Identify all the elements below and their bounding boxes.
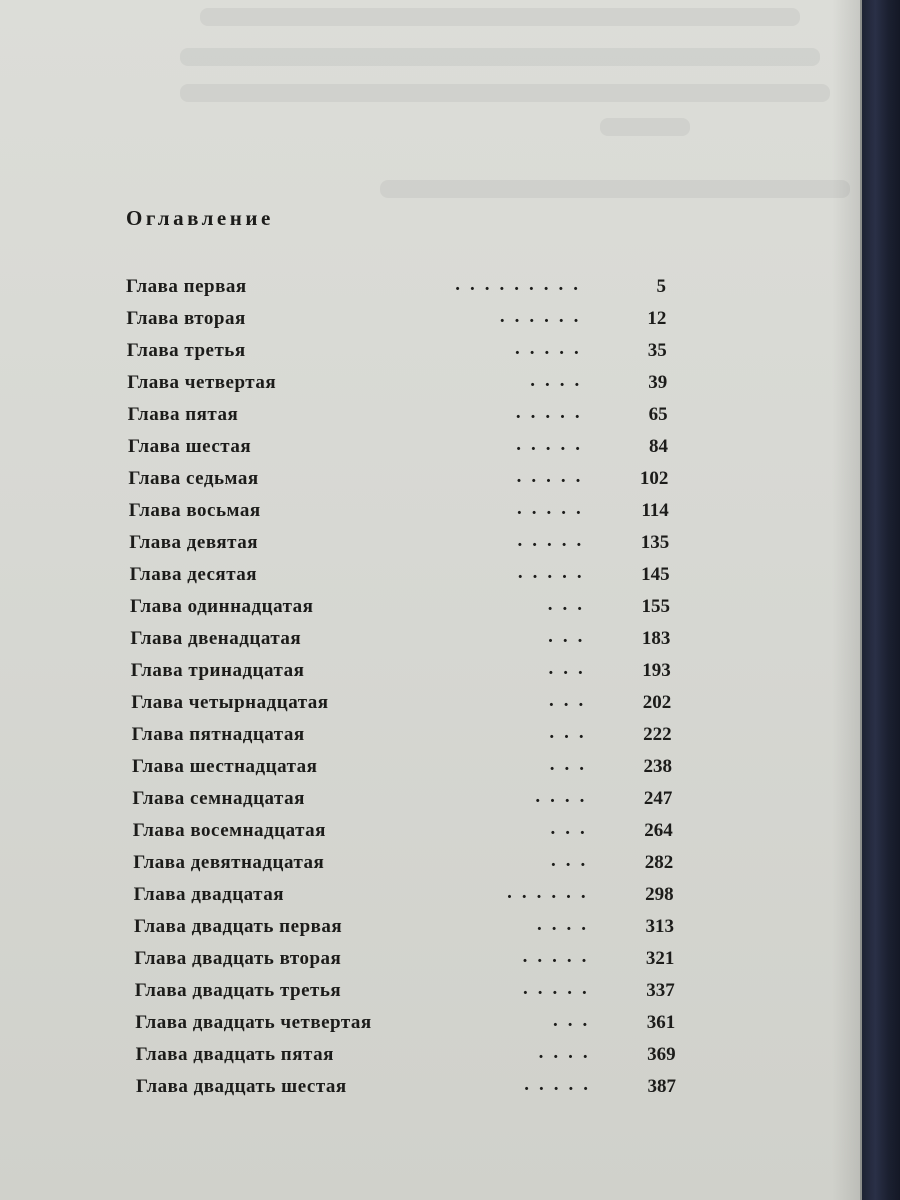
leader-dots: .... xyxy=(538,1042,598,1063)
page-gutter-shadow xyxy=(832,0,862,1200)
chapter-title: Глава вторая xyxy=(126,308,246,329)
page-number: 298 xyxy=(645,884,674,905)
page-number: 321 xyxy=(645,948,675,969)
bleed-line xyxy=(200,8,800,26)
chapter-title: Глава восьмая xyxy=(128,500,261,521)
toc-entry xyxy=(127,368,667,400)
page-number: 369 xyxy=(647,1044,676,1065)
leader-dots: ... xyxy=(548,690,594,711)
page-number: 145 xyxy=(641,564,670,585)
leader-dots: ..... xyxy=(515,338,589,359)
toc-entry xyxy=(128,432,668,464)
chapter-title: Глава третья xyxy=(126,340,246,361)
toc-entry xyxy=(135,1008,675,1040)
toc-entry xyxy=(133,848,673,880)
toc-entry xyxy=(134,912,674,944)
chapter-title: Глава двенадцатая xyxy=(130,628,302,649)
leader-dots: ..... xyxy=(516,466,591,487)
chapter-title: Глава девятнадцатая xyxy=(133,852,325,873)
bleed-line xyxy=(380,180,850,198)
chapter-title: Глава двадцать пятая xyxy=(135,1044,334,1065)
leader-dots: ..... xyxy=(524,1074,598,1095)
page-number: 84 xyxy=(649,436,668,457)
chapter-title: Глава семнадцатая xyxy=(132,788,305,809)
chapter-title: Глава двадцать третья xyxy=(134,980,342,1001)
chapter-title: Глава девятая xyxy=(129,532,258,553)
toc-entry xyxy=(130,592,670,624)
chapter-title: Глава двадцатая xyxy=(133,884,284,905)
toc-entry xyxy=(134,944,674,976)
page-number: 222 xyxy=(643,724,672,745)
page-number: 361 xyxy=(646,1012,676,1033)
toc-entry xyxy=(130,560,670,592)
leader-dots: .... xyxy=(530,370,590,391)
leader-dots: ... xyxy=(550,850,596,871)
page-number: 135 xyxy=(640,532,670,553)
toc-entry xyxy=(129,496,669,528)
book-cover xyxy=(862,0,900,1200)
page-number: 387 xyxy=(647,1076,676,1097)
leader-dots: ..... xyxy=(515,402,590,423)
page-number: 264 xyxy=(644,820,673,841)
chapter-title: Глава одиннадцатая xyxy=(130,596,314,617)
chapter-title: Глава шестая xyxy=(128,436,252,457)
chapter-title: Глава первая xyxy=(126,276,247,297)
leader-dots: ..... xyxy=(516,434,590,455)
chapter-title: Глава двадцать шестая xyxy=(136,1076,347,1097)
toc-entry xyxy=(126,272,666,304)
leader-dots: ... xyxy=(548,626,593,647)
leader-dots: ... xyxy=(552,1010,598,1031)
leader-dots: ..... xyxy=(517,530,592,551)
leader-dots: ..... xyxy=(517,562,592,583)
toc-entry xyxy=(131,656,671,688)
leader-dots: ... xyxy=(548,658,593,679)
chapter-title: Глава десятая xyxy=(129,564,258,585)
leader-dots: ... xyxy=(550,818,595,839)
toc-entry xyxy=(134,880,674,912)
page-number: 39 xyxy=(648,372,668,393)
page-number: 102 xyxy=(639,468,669,489)
page-number: 337 xyxy=(646,980,675,1001)
toc-entry xyxy=(129,528,669,560)
page-number: 202 xyxy=(642,692,672,713)
page-number: 114 xyxy=(641,500,669,521)
leader-dots: .... xyxy=(537,914,596,935)
leader-dots: ......... xyxy=(455,274,588,295)
toc-list xyxy=(126,272,686,1104)
bleed-line xyxy=(180,84,830,102)
toc-entry xyxy=(136,1072,676,1104)
chapter-title: Глава пятая xyxy=(127,404,239,425)
toc-entry xyxy=(130,624,670,656)
chapter-title: Глава пятнадцатая xyxy=(131,724,305,745)
page-number: 5 xyxy=(656,276,666,297)
leader-dots: ...... xyxy=(507,882,596,903)
chapter-title: Глава двадцать четвертая xyxy=(135,1012,372,1033)
page-number: 282 xyxy=(644,852,674,873)
chapter-title: Глава шестнадцатая xyxy=(132,756,318,777)
toc-entry xyxy=(132,752,672,784)
chapter-title: Глава четырнадцатая xyxy=(131,692,329,713)
toc-entry xyxy=(126,304,666,336)
toc-heading: Оглавление xyxy=(126,206,274,230)
page-number: 12 xyxy=(647,308,667,329)
page-number: 35 xyxy=(647,340,667,361)
chapter-title: Глава тринадцатая xyxy=(130,660,305,681)
toc-entry xyxy=(127,336,667,368)
page-number: 193 xyxy=(642,660,671,681)
toc-entry xyxy=(133,816,673,848)
leader-dots: .... xyxy=(535,786,595,807)
page-number: 183 xyxy=(641,628,671,649)
toc-entry xyxy=(132,720,672,752)
toc-entry xyxy=(135,976,675,1008)
leader-dots: ... xyxy=(547,594,592,615)
leader-dots: ... xyxy=(549,754,594,775)
show-through-text xyxy=(140,0,860,230)
leader-dots: ..... xyxy=(522,946,597,967)
chapter-title: Глава восемнадцатая xyxy=(132,820,326,841)
chapter-title: Глава седьмая xyxy=(128,468,259,489)
bleed-line xyxy=(180,48,820,66)
page-number: 155 xyxy=(641,596,670,617)
bleed-line xyxy=(600,118,690,136)
page-number: 238 xyxy=(643,756,672,777)
leader-dots: ..... xyxy=(517,498,591,519)
page-number: 313 xyxy=(645,916,674,937)
page-number: 247 xyxy=(643,788,673,809)
toc-entry xyxy=(131,688,671,720)
leader-dots: ...... xyxy=(499,306,589,327)
chapter-title: Глава двадцать вторая xyxy=(134,948,342,969)
toc-entry xyxy=(132,784,672,816)
toc-entry xyxy=(128,400,668,432)
toc-entry xyxy=(136,1040,676,1072)
toc-entry xyxy=(128,464,668,496)
leader-dots: ... xyxy=(549,722,594,743)
page-number: 65 xyxy=(648,404,668,425)
leader-dots: ..... xyxy=(523,978,597,999)
chapter-title: Глава двадцать первая xyxy=(134,916,343,937)
chapter-title: Глава четвертая xyxy=(127,372,277,393)
